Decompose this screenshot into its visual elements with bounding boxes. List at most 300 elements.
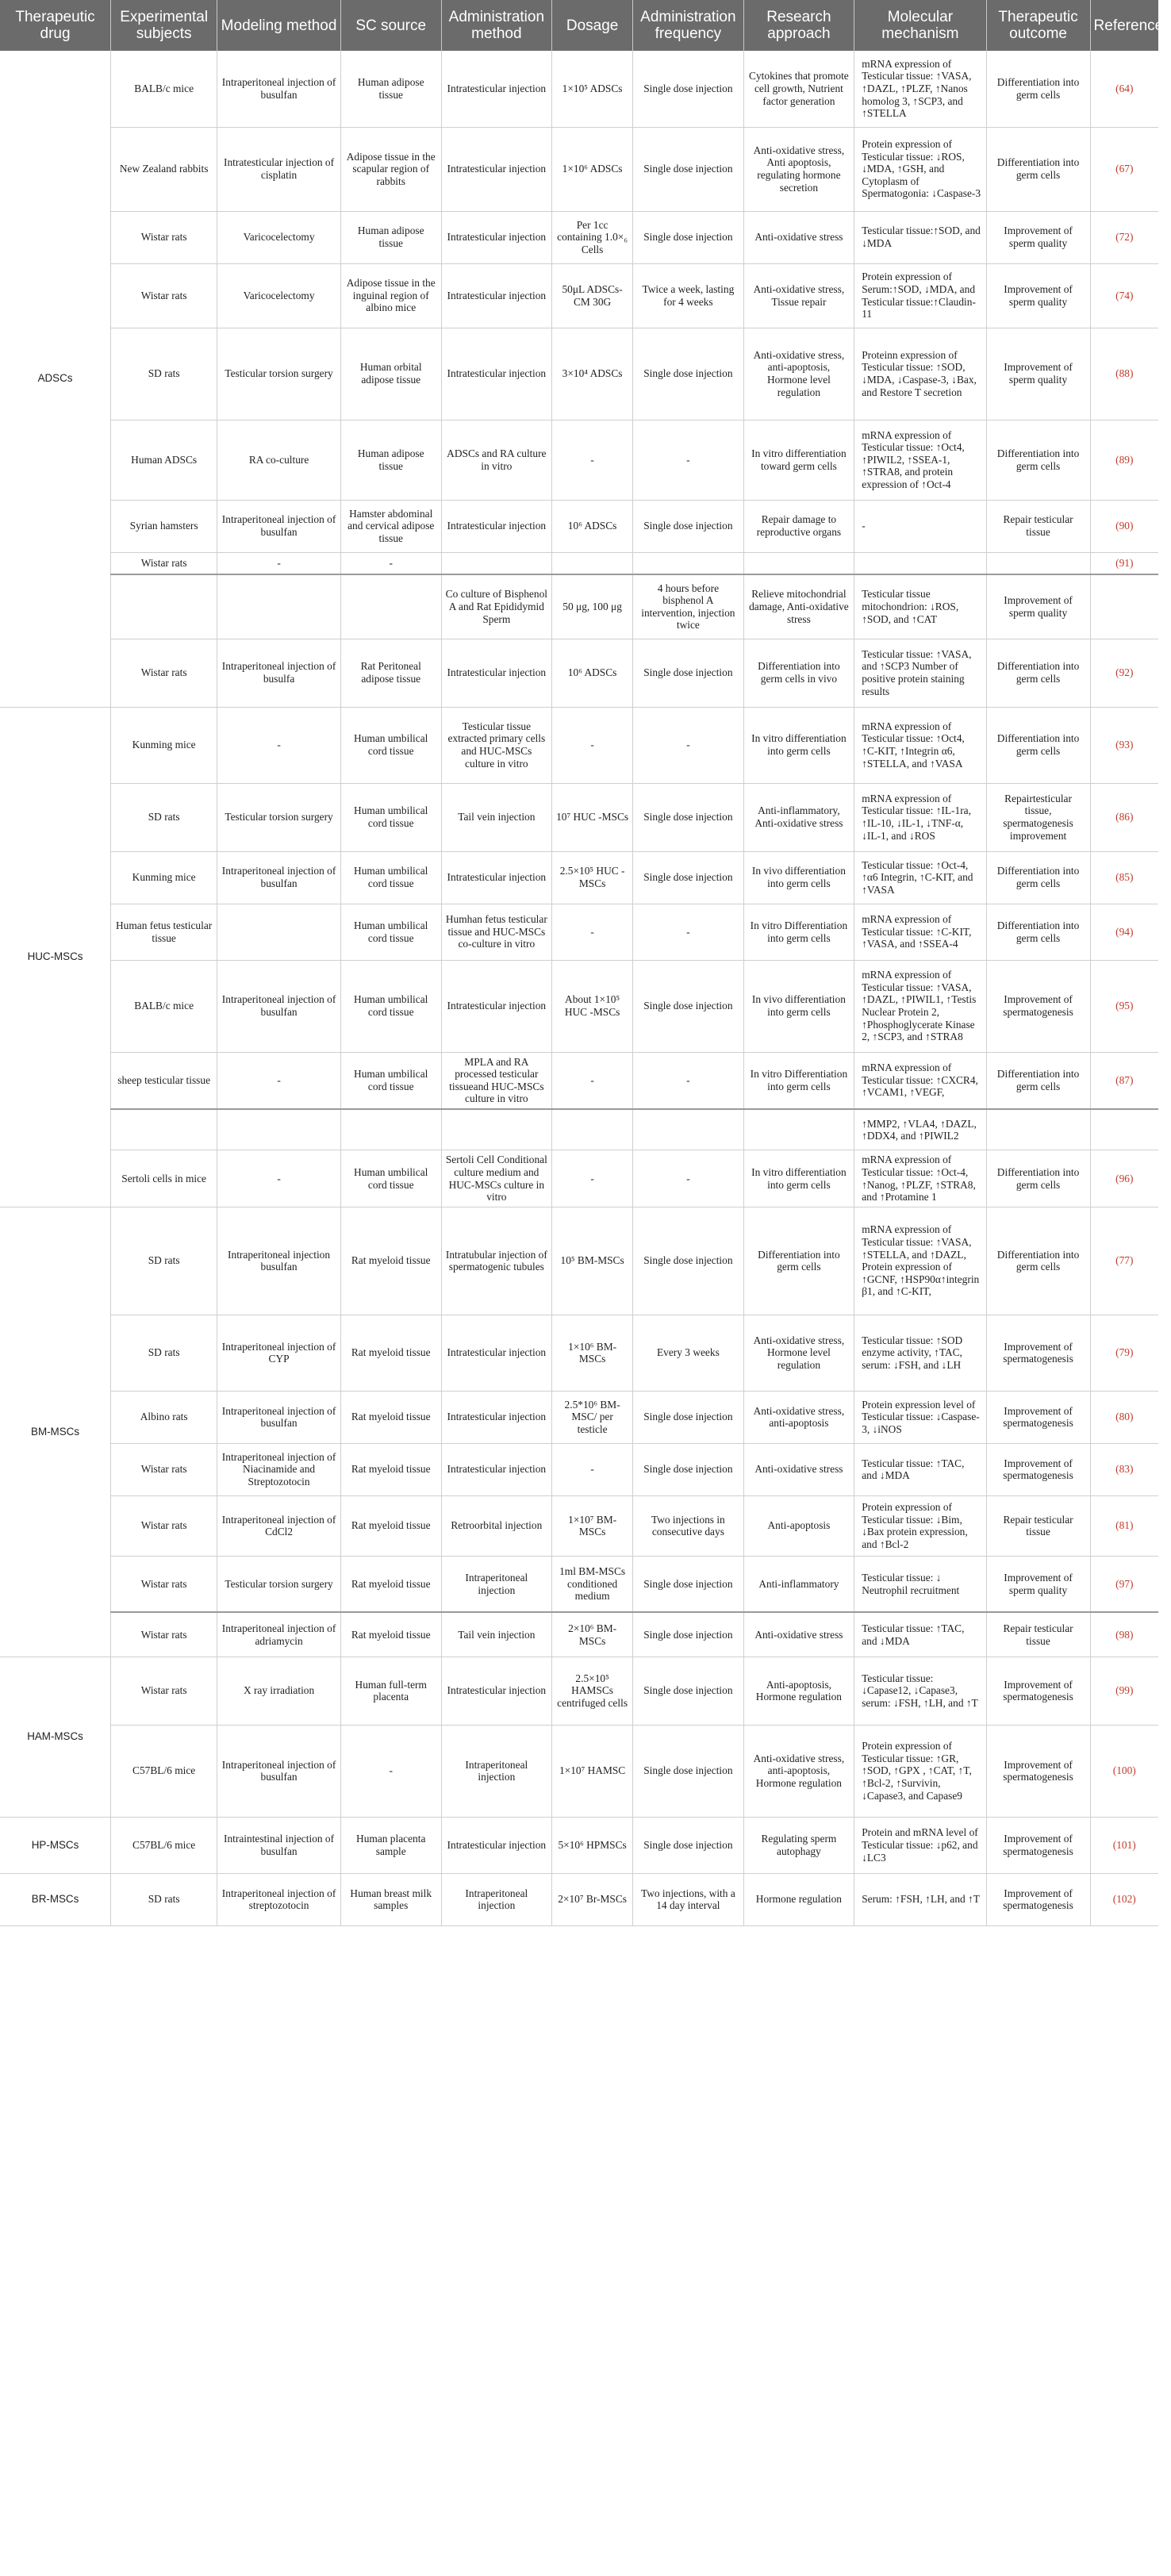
molecular-mechanism-cell: mRNA expression of Testicular tissue: ↑VASA, ↑STELLA, and ↑DAZL, Protein expression of ↑GCNF, ↑HSP90α↑integrin β1, and ↑C-KIT, [854,1207,986,1315]
reference-cell: (87) [1090,1052,1158,1109]
sc-source-cell: Rat myeloid tissue [340,1612,441,1657]
modeling-method-cell [217,1109,341,1150]
modeling-method-cell: Testicular torsion surgery [217,328,341,420]
reference-cell: (94) [1090,904,1158,960]
modeling-method-cell: Intraperitoneal injection of adriamycin [217,1612,341,1657]
modeling-method-cell: RA co-culture [217,420,341,500]
therapeutic-outcome-cell: Repairtesticular tissue, spermatogenesis improvement [986,783,1090,851]
dosage-cell: 1×10⁶ BM-MSCs [552,1315,633,1391]
administration-frequency-cell: 4 hours before bisphenol A intervention, injection twice [633,574,744,639]
research-approach-cell: Relieve mitochondrial damage, Anti-oxidative stress [743,574,854,639]
therapeutic-outcome-cell: Differentiation into germ cells [986,639,1090,707]
experimental-subjects-cell: BALB/c mice [111,51,217,127]
sc-source-cell: Rat myeloid tissue [340,1315,441,1391]
administration-method-cell: ADSCs and RA culture in vitro [441,420,552,500]
research-approach-cell [743,552,854,574]
administration-method-cell: Intraperitoneal injection [441,1556,552,1612]
research-approach-cell: Differentiation into germ cells [743,1207,854,1315]
reference-cell: (74) [1090,263,1158,328]
dosage-cell: 2.5*10⁶ BM-MSC/ per testicle [552,1391,633,1443]
modeling-method-cell: Intraperitoneal injection of streptozotocin [217,1873,341,1925]
table-row [0,552,1158,574]
experimental-subjects-cell: Wistar rats [111,1612,217,1657]
molecular-mechanism-cell: Proteinn expression of Testicular tissue: ↑SOD, ↓MDA, ↓Caspase-3, ↓Bax, and Restore T secretion [854,328,986,420]
table-row [0,1052,1158,1109]
reference-cell: (100) [1090,1725,1158,1817]
dosage-cell: 10⁷ HUC -MSCs [552,783,633,851]
modeling-method-cell: Testicular torsion surgery [217,783,341,851]
reference-cell: (91) [1090,552,1158,574]
research-approach-cell: Anti-oxidative stress [743,1612,854,1657]
dosage-cell: 3×10⁴ ADSCs [552,328,633,420]
administration-method-cell: Co culture of Bisphenol A and Rat Epididymid Sperm [441,574,552,639]
sc-source-cell: Human umbilical cord tissue [340,1150,441,1207]
experimental-subjects-cell: Wistar rats [111,552,217,574]
research-approach-cell: Cytokines that promote cell growth, Nutrient factor generation [743,51,854,127]
table-row [0,211,1158,263]
reference-cell: (96) [1090,1150,1158,1207]
administration-frequency-cell: Single dose injection [633,328,744,420]
sc-source-cell: Rat Peritoneal adipose tissue [340,639,441,707]
table-header [0,0,1171,51]
sc-source-cell: Human umbilical cord tissue [340,707,441,783]
administration-frequency-cell: Twice a week, lasting for 4 weeks [633,263,744,328]
research-approach-cell: Anti-oxidative stress [743,1443,854,1495]
table-row [0,904,1158,960]
research-approach-cell: Anti-oxidative stress, Hormone level regulation [743,1315,854,1391]
table-row [0,1207,1158,1315]
sc-source-cell [340,1109,441,1150]
administration-frequency-cell: Single dose injection [633,211,744,263]
therapeutic-outcome-cell: Repair testicular tissue [986,1495,1090,1556]
research-approach-cell: In vivo differentiation into germ cells [743,960,854,1052]
sc-source-cell: Adipose tissue in the inguinal region of albino mice [340,263,441,328]
reference-cell: (77) [1090,1207,1158,1315]
administration-method-cell: Intratesticular injection [441,851,552,904]
modeling-method-cell: - [217,707,341,783]
administration-frequency-cell: Single dose injection [633,1556,744,1612]
table-row [0,127,1158,211]
modeling-method-cell: Intratesticular injection of cisplatin [217,127,341,211]
modeling-method-cell: Intraperitoneal injection of busulfan [217,500,341,552]
reference-cell: (97) [1090,1556,1158,1612]
reference-cell: (102) [1090,1873,1158,1925]
molecular-mechanism-cell: Testicular tissue:↑SOD, and ↓MDA [854,211,986,263]
therapeutic-outcome-cell: Differentiation into germ cells [986,1150,1090,1207]
dosage-cell: 10⁵ BM-MSCs [552,1207,633,1315]
column-header: Modeling method [217,0,341,51]
dosage-cell [552,1109,633,1150]
column-header: Therapeutic drug [0,0,111,51]
table-row [0,1873,1158,1925]
column-header: Research approach [743,0,854,51]
therapeutic-outcome-cell: Improvement of sperm quality [986,1556,1090,1612]
therapeutic-outcome-cell: Improvement of sperm quality [986,211,1090,263]
administration-frequency-cell: Single dose injection [633,1817,744,1873]
reference-cell: (86) [1090,783,1158,851]
dosage-cell: 1×10⁵ ADSCs [552,51,633,127]
experimental-subjects-cell: Albino rats [111,1391,217,1443]
research-approach-cell: In vitro differentiation toward germ cells [743,420,854,500]
experimental-subjects-cell: C57BL/6 mice [111,1725,217,1817]
dosage-cell: 1ml BM-MSCs conditioned medium [552,1556,633,1612]
therapeutic-outcome-cell [986,552,1090,574]
research-approach-cell: Regulating sperm autophagy [743,1817,854,1873]
reference-cell: (80) [1090,1391,1158,1443]
experimental-subjects-cell: SD rats [111,1873,217,1925]
sc-source-cell: - [340,1725,441,1817]
modeling-method-cell: Intraperitoneal injection of busulfa [217,639,341,707]
table-row [0,1556,1158,1612]
therapeutic-outcome-cell: Improvement of spermatogenesis [986,1657,1090,1725]
reference-cell [1090,1109,1158,1150]
therapeutic-drug-cell: HUC-MSCs [0,707,111,1207]
sc-source-cell: Human adipose tissue [340,420,441,500]
administration-frequency-cell: Single dose injection [633,1657,744,1725]
administration-method-cell: Intratesticular injection [441,960,552,1052]
sc-source-cell: Human adipose tissue [340,51,441,127]
therapeutic-outcome-cell: Differentiation into germ cells [986,420,1090,500]
reference-cell: (95) [1090,960,1158,1052]
research-approach-cell: Anti-apoptosis, Hormone regulation [743,1657,854,1725]
molecular-mechanism-cell: Protein expression of Testicular tissue: ↑GR, ↑SOD, ↑GPX , ↑CAT, ↑T, ↑Bcl-2, ↑Survivin, ↓Capase3, and Capase9 [854,1725,986,1817]
administration-method-cell: Intratubular injection of spermatogenic tubules [441,1207,552,1315]
administration-method-cell: Intratesticular injection [441,127,552,211]
experimental-subjects-cell: SD rats [111,1207,217,1315]
table-row [0,1817,1158,1873]
molecular-mechanism-cell: Protein expression of Testicular tissue: ↓ROS, ↓MDA, ↑GSH, and Cytoplasm of Spermatogonia: ↓Caspase-3 [854,127,986,211]
experimental-subjects-cell: Kunming mice [111,707,217,783]
administration-method-cell: Humhan fetus testicular tissue and HUC-MSCs co-culture in vitro [441,904,552,960]
modeling-method-cell: Intraperitoneal injection of busulfan [217,1725,341,1817]
administration-method-cell: Intratesticular injection [441,500,552,552]
administration-frequency-cell [633,552,744,574]
administration-method-cell: Tail vein injection [441,783,552,851]
modeling-method-cell: Intraperitoneal injection busulfan [217,1207,341,1315]
experimental-subjects-cell: Wistar rats [111,1443,217,1495]
column-header: Dosage [552,0,633,51]
dosage-cell: - [552,1150,633,1207]
modeling-method-cell: Varicocelectomy [217,263,341,328]
column-header: Therapeutic outcome [986,0,1090,51]
experimental-subjects-cell: BALB/c mice [111,960,217,1052]
molecular-mechanism-cell: mRNA expression of Testicular tissue: ↑VASA, ↑DAZL, ↑PLZF, ↑Nanos homolog 3, ↑SCP3, and ↑STELLA [854,51,986,127]
modeling-method-cell [217,904,341,960]
dosage-cell [552,552,633,574]
administration-frequency-cell: Single dose injection [633,1443,744,1495]
dosage-cell: 2×10⁶ BM-MSCs [552,1612,633,1657]
administration-method-cell: Tail vein injection [441,1612,552,1657]
administration-method-cell: Intratesticular injection [441,328,552,420]
therapeutic-drug-cell: ADSCs [0,51,111,707]
table-row [0,420,1158,500]
therapeutic-outcome-cell: Improvement of spermatogenesis [986,1391,1090,1443]
sc-source-cell: Rat myeloid tissue [340,1495,441,1556]
administration-frequency-cell: Single dose injection [633,1391,744,1443]
administration-frequency-cell: Single dose injection [633,960,744,1052]
reference-cell: (93) [1090,707,1158,783]
administration-method-cell: Testicular tissue extracted primary cells and HUC-MSCs culture in vitro [441,707,552,783]
dosage-cell: Per 1cc containing 1.0×₆ Cells [552,211,633,263]
reference-cell: (85) [1090,851,1158,904]
column-header: Experimental subjects [111,0,217,51]
modeling-method-cell: Testicular torsion surgery [217,1556,341,1612]
research-approach-cell: Anti-oxidative stress, anti-apoptosis, Hormone regulation [743,1725,854,1817]
reference-cell: (81) [1090,1495,1158,1556]
experimental-subjects-cell: Kunming mice [111,851,217,904]
experimental-subjects-cell: Wistar rats [111,263,217,328]
modeling-method-cell: - [217,1052,341,1109]
therapeutic-outcome-cell: Differentiation into germ cells [986,851,1090,904]
research-approach-cell: In vitro differentiation into germ cells [743,1150,854,1207]
therapeutic-drug-cell: HAM-MSCs [0,1657,111,1817]
modeling-method-cell: Intraperitoneal injection of Niacinamide and Streptozotocin [217,1443,341,1495]
administration-method-cell [441,1109,552,1150]
research-approach-cell: Hormone regulation [743,1873,854,1925]
molecular-mechanism-cell: Protein expression of Testicular tissue: ↓Bim, ↓Bax protein expression, and ↑Bcl-2 [854,1495,986,1556]
modeling-method-cell [217,574,341,639]
dosage-cell: - [552,1052,633,1109]
sc-source-cell: Rat myeloid tissue [340,1556,441,1612]
modeling-method-cell: Intraperitoneal injection of CdCl2 [217,1495,341,1556]
molecular-mechanism-cell: mRNA expression of Testicular tissue: ↑IL-1ra, ↑IL-10, ↓IL-1, ↓TNF-α, ↓IL-1, and ↓ROS [854,783,986,851]
molecular-mechanism-cell: - [854,500,986,552]
administration-frequency-cell: - [633,420,744,500]
sc-source-cell: Human umbilical cord tissue [340,851,441,904]
therapeutic-outcome-cell: Differentiation into germ cells [986,127,1090,211]
administration-frequency-cell: Every 3 weeks [633,1315,744,1391]
reference-cell: (99) [1090,1657,1158,1725]
table-row [0,639,1158,707]
administration-method-cell: Intratesticular injection [441,1817,552,1873]
administration-frequency-cell [633,1109,744,1150]
molecular-mechanism-cell: mRNA expression of Testicular tissue: ↑Oct4, ↑C-KIT, ↑Integrin α6, ↑STELLA, and ↑VASA [854,707,986,783]
table-row [0,263,1158,328]
therapeutic-outcome-cell: Improvement of sperm quality [986,574,1090,639]
molecular-mechanism-cell: Testicular tissue: ↑VASA, and ↑SCP3 Number of positive protein staining results [854,639,986,707]
table-row [0,960,1158,1052]
molecular-mechanism-cell: mRNA expression of Testicular tissue: ↑CXCR4, ↑VCAM1, ↑VEGF, [854,1052,986,1109]
experimental-subjects-cell: SD rats [111,328,217,420]
research-approach-cell: In vitro Differentiation into germ cells [743,1052,854,1109]
reference-cell: (79) [1090,1315,1158,1391]
experimental-subjects-cell: New Zealand rabbits [111,127,217,211]
research-approach-cell: Anti-inflammatory [743,1556,854,1612]
therapeutic-drug-cell: BM-MSCs [0,1207,111,1657]
therapeutic-drug-cell: BR-MSCs [0,1873,111,1925]
table-row [0,1391,1158,1443]
dosage-cell: 50μL ADSCs-CM 30G [552,263,633,328]
dosage-cell: 10⁶ ADSCs [552,500,633,552]
therapeutic-outcome-cell: Improvement of spermatogenesis [986,1315,1090,1391]
experimental-subjects-cell: Wistar rats [111,211,217,263]
research-approach-cell: Anti-oxidative stress [743,211,854,263]
reference-cell: (98) [1090,1612,1158,1657]
dosage-cell: 1×10⁷ HAMSC [552,1725,633,1817]
research-approach-cell: In vitro differentiation into germ cells [743,707,854,783]
research-approach-cell: Anti-oxidative stress, anti-apoptosis, Hormone level regulation [743,328,854,420]
research-approach-cell: Anti-apoptosis [743,1495,854,1556]
table-row [0,1612,1158,1657]
experimental-subjects-cell: Sertoli cells in mice [111,1150,217,1207]
administration-method-cell: Intratesticular injection [441,1443,552,1495]
therapeutic-outcome-cell: Improvement of spermatogenesis [986,1443,1090,1495]
research-approach-cell: Anti-inflammatory, Anti-oxidative stress [743,783,854,851]
sc-source-cell: Human umbilical cord tissue [340,1052,441,1109]
therapeutic-drug-cell: HP-MSCs [0,1817,111,1873]
modeling-method-cell: Intraperitoneal injection of busulfan [217,51,341,127]
molecular-mechanism-cell: Protein expression of Serum:↑SOD, ↓MDA, and Testicular tissue:↑Claudin-11 [854,263,986,328]
column-header: Administration frequency [633,0,744,51]
research-approach-cell: Repair damage to reproductive organs [743,500,854,552]
reference-cell: (88) [1090,328,1158,420]
administration-method-cell: Intratesticular injection [441,263,552,328]
dosage-cell: - [552,904,633,960]
reference-cell [1090,574,1158,639]
reference-cell: (64) [1090,51,1158,127]
administration-frequency-cell: - [633,1052,744,1109]
administration-frequency-cell: Single dose injection [633,1725,744,1817]
modeling-method-cell: Intraperitoneal injection of busulfan [217,960,341,1052]
therapeutic-outcome-cell: Improvement of sperm quality [986,328,1090,420]
sc-source-cell: Human adipose tissue [340,211,441,263]
therapeutic-outcome-cell: Repair testicular tissue [986,500,1090,552]
reference-cell: (101) [1090,1817,1158,1873]
therapeutic-outcome-cell: Improvement of spermatogenesis [986,960,1090,1052]
table-row [0,783,1158,851]
administration-frequency-cell: - [633,904,744,960]
sc-source-cell: - [340,552,441,574]
table-row [0,851,1158,904]
reference-cell: (92) [1090,639,1158,707]
reference-cell: (72) [1090,211,1158,263]
administration-frequency-cell: Single dose injection [633,127,744,211]
sc-source-cell: Rat myeloid tissue [340,1207,441,1315]
administration-frequency-cell: Single dose injection [633,51,744,127]
experimental-subjects-cell: Syrian hamsters [111,500,217,552]
administration-frequency-cell: Single dose injection [633,783,744,851]
research-approach-cell: In vitro Differentiation into germ cells [743,904,854,960]
sc-source-cell: Human umbilical cord tissue [340,960,441,1052]
administration-method-cell: Intratesticular injection [441,51,552,127]
therapeutic-outcome-cell: Differentiation into germ cells [986,904,1090,960]
reference-cell: (89) [1090,420,1158,500]
therapeutic-outcome-cell: Improvement of sperm quality [986,263,1090,328]
table-row [0,1495,1158,1556]
table-row [0,1725,1158,1817]
table-row [0,574,1158,639]
administration-frequency-cell: Single dose injection [633,1612,744,1657]
therapeutic-outcome-cell: Repair testicular tissue [986,1612,1090,1657]
experimental-subjects-cell: Wistar rats [111,639,217,707]
modeling-method-cell: X ray irradiation [217,1657,341,1725]
administration-method-cell: Intratesticular injection [441,1315,552,1391]
sc-source-cell: Human breast milk samples [340,1873,441,1925]
table-row [0,1315,1158,1391]
administration-frequency-cell: Two injections in consecutive days [633,1495,744,1556]
experimental-subjects-cell: Human fetus testicular tissue [111,904,217,960]
administration-method-cell: Intraperitoneal injection [441,1725,552,1817]
table-body [0,51,1158,1925]
molecular-mechanism-cell: Protein expression level of Testicular tissue: ↓Caspase-3, ↓iNOS [854,1391,986,1443]
therapeutic-outcome-cell: Differentiation into germ cells [986,707,1090,783]
sc-source-cell [340,574,441,639]
administration-method-cell: Intratesticular injection [441,1657,552,1725]
administration-method-cell: Intratesticular injection [441,211,552,263]
dosage-cell: 1×10⁷ BM-MSCs [552,1495,633,1556]
dosage-cell: About 1×10⁵ HUC -MSCs [552,960,633,1052]
sc-source-cell: Rat myeloid tissue [340,1443,441,1495]
administration-frequency-cell: Single dose injection [633,1207,744,1315]
modeling-method-cell: - [217,552,341,574]
dosage-cell: 2×10⁷ Br-MSCs [552,1873,633,1925]
research-approach-cell: Differentiation into germ cells in vivo [743,639,854,707]
research-approach-cell: In vivo differentiation into germ cells [743,851,854,904]
reference-cell: (67) [1090,127,1158,211]
dosage-cell: 10⁶ ADSCs [552,639,633,707]
sc-source-cell: Human placenta sample [340,1817,441,1873]
research-approach-cell: Anti-oxidative stress, anti-apoptosis [743,1391,854,1443]
molecular-mechanism-cell: Testicular tissue: ↑TAC, and ↓MDA [854,1612,986,1657]
molecular-mechanism-cell: mRNA expression of Testicular tissue: ↑Oct4, ↑PIWIL2, ↑SSEA-1, ↑STRA8, and protein expression of ↑Oct-4 [854,420,986,500]
modeling-method-cell: Varicocelectomy [217,211,341,263]
sc-source-cell: Human umbilical cord tissue [340,783,441,851]
therapeutic-outcome-cell: Improvement of spermatogenesis [986,1873,1090,1925]
molecular-mechanism-cell: Testicular tissue: ↓Capase12, ↓Capase3, serum: ↓FSH, ↑LH, and ↑T [854,1657,986,1725]
dosage-cell: - [552,707,633,783]
sc-source-cell: Adipose tissue in the scapular region of rabbits [340,127,441,211]
dosage-cell: 5×10⁶ HPMSCs [552,1817,633,1873]
dosage-cell: 2.5×10⁵ HUC -MSCs [552,851,633,904]
administration-frequency-cell: - [633,707,744,783]
experimental-subjects-cell: Wistar rats [111,1495,217,1556]
modeling-method-cell: Intraperitoneal injection of busulfan [217,1391,341,1443]
experimental-subjects-cell: SD rats [111,783,217,851]
table-row [0,328,1158,420]
experimental-subjects-cell [111,574,217,639]
research-approach-cell: Anti-oxidative stress, Anti apoptosis, regulating hormone secretion [743,127,854,211]
column-header: SC source [340,0,441,51]
experimental-subjects-cell: Wistar rats [111,1657,217,1725]
dosage-cell: 50 μg, 100 μg [552,574,633,639]
table-row [0,1150,1158,1207]
experimental-subjects-cell: sheep testicular tissue [111,1052,217,1109]
table-row [0,1657,1158,1725]
sc-source-cell: Rat myeloid tissue [340,1391,441,1443]
therapeutic-outcome-cell: Differentiation into germ cells [986,51,1090,127]
administration-method-cell [441,552,552,574]
therapeutic-outcome-cell: Improvement of spermatogenesis [986,1817,1090,1873]
dosage-cell: 2.5×10⁵ HAMSCs centrifuged cells [552,1657,633,1725]
administration-frequency-cell: Single dose injection [633,851,744,904]
administration-frequency-cell: - [633,1150,744,1207]
table-row [0,51,1158,127]
reference-cell: (83) [1090,1443,1158,1495]
modeling-method-cell: Intraperitoneal injection of CYP [217,1315,341,1391]
sc-source-cell: Human umbilical cord tissue [340,904,441,960]
therapeutic-outcome-cell [986,1109,1090,1150]
molecular-mechanism-cell: Testicular tissue: ↓ Neutrophil recruitment [854,1556,986,1612]
molecular-mechanism-cell: mRNA expression of Testicular tissue: ↑VASA, ↑DAZL, ↑PIWIL1, ↑Testis Nuclear Protein 2, ↑Phosphoglycerate Kinase 2, ↑SCP3, and ↑STRA8 [854,960,986,1052]
administration-method-cell: MPLA and RA processed testicular tissueand HUC-MSCs culture in vitro [441,1052,552,1109]
research-approach-cell: Anti-oxidative stress, Tissue repair [743,263,854,328]
administration-method-cell: Intratesticular injection [441,639,552,707]
experimental-subjects-cell [111,1109,217,1150]
dosage-cell: 1×10⁶ ADSCs [552,127,633,211]
experimental-subjects-cell: SD rats [111,1315,217,1391]
molecular-mechanism-cell: Protein and mRNA level of Testicular tissue: ↓p62, and ↓LC3 [854,1817,986,1873]
molecular-mechanism-cell: Testicular tissue mitochondrion: ↓ROS, ↑SOD, and ↑CAT [854,574,986,639]
